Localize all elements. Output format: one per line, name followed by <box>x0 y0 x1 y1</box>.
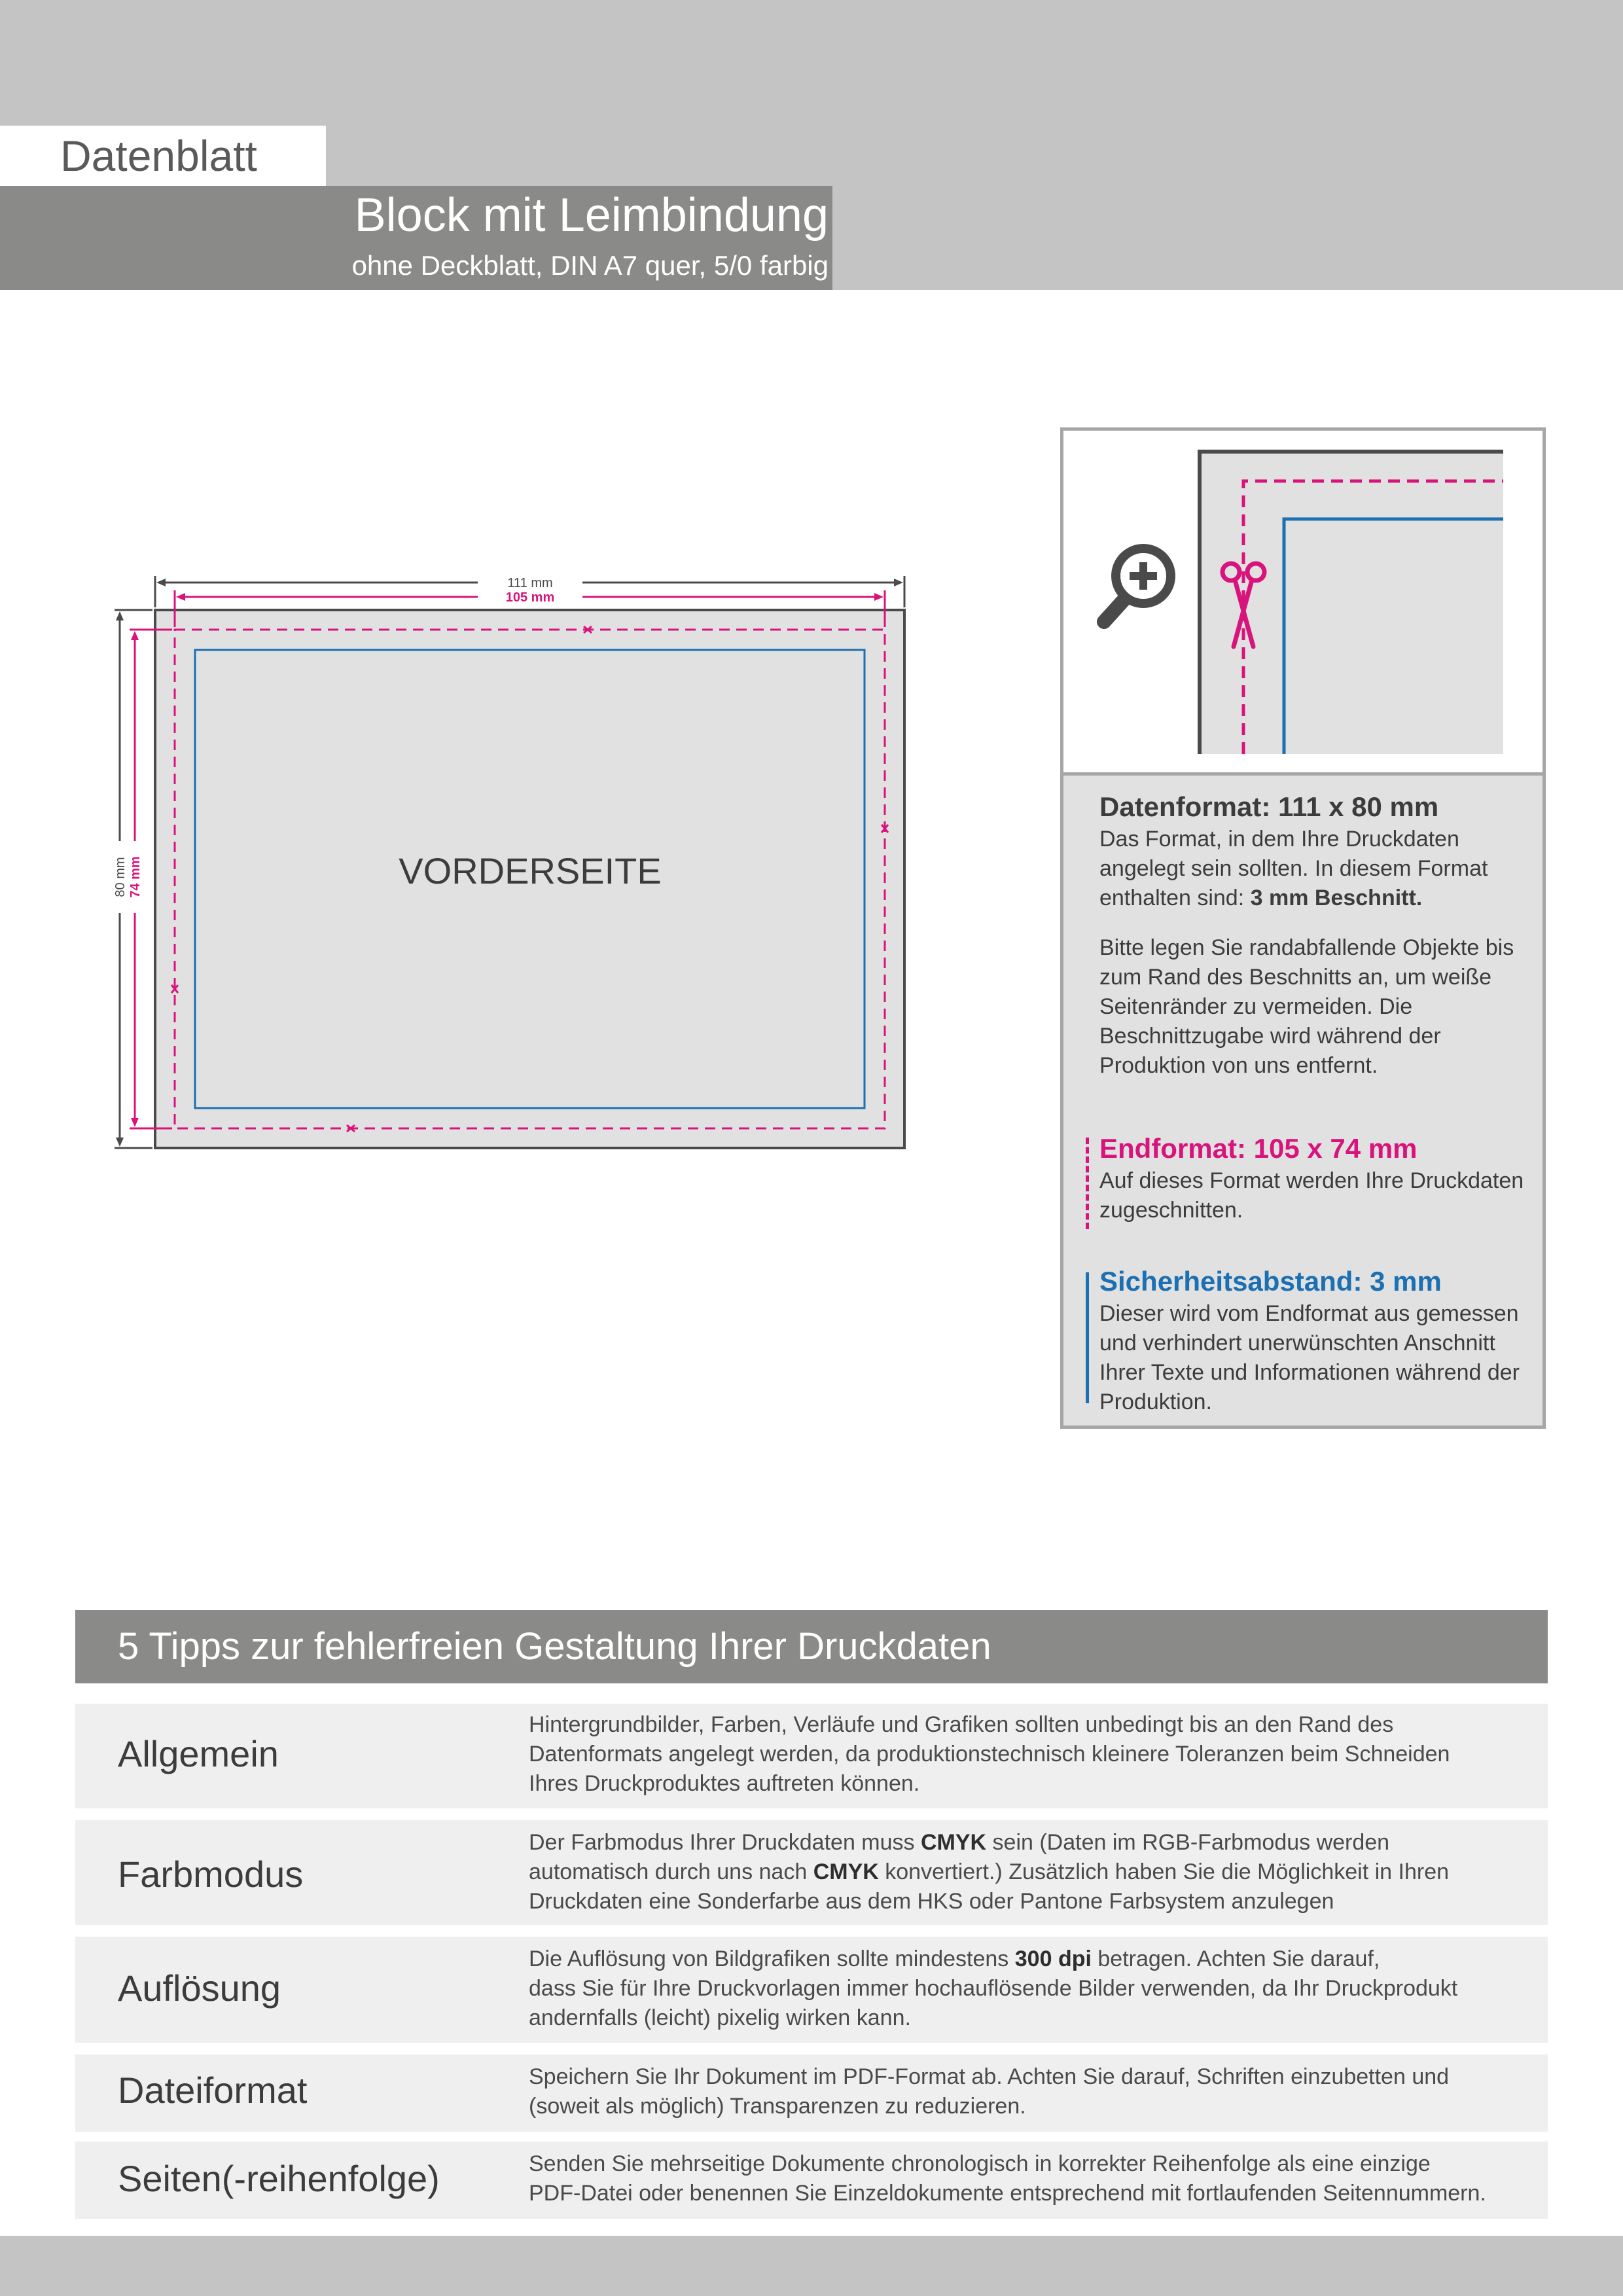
tips-header <box>75 1610 1548 1683</box>
safety-block <box>1099 1264 1531 1417</box>
page-title: Block mit Leimbindung <box>354 189 829 242</box>
footer-band <box>0 2236 1623 2296</box>
page-subtitle: ohne Deckblatt, DIN A7 quer, 5/0 farbig <box>351 250 829 281</box>
tip-label: Seiten(-reihenfolge) <box>118 2158 440 2199</box>
tip-row-aufloesung <box>75 1937 1548 2043</box>
safety-marker <box>1086 1272 1089 1403</box>
svg-text:105 mm: 105 mm <box>505 590 555 605</box>
magnifier-plus-icon <box>1104 548 1171 622</box>
tip-label: Allgemein <box>118 1733 279 1774</box>
tip-row-allgemein <box>75 1704 1548 1808</box>
tip-text: Die Auflösung von Bildgrafiken sollte mindestens 300 dpi betragen. Achten Sie darauf, dass Sie für Ihre Druckvorlagen immer hochauflösende Bilder verwenden, da Ihr Druckprodukt andernfalls (leicht) pixelig wirken kann. <box>529 1946 1458 2030</box>
endformat-text: Auf dieses Format werden Ihre Druckdaten zugeschnitten. <box>1099 1168 1524 1223</box>
endformat-block <box>1099 1131 1531 1225</box>
tip-label: Auflösung <box>118 1967 281 2009</box>
datenformat-heading: Datenformat: 111 x 80 mm <box>1099 791 1439 822</box>
endformat-heading: Endformat: 105 x 74 mm <box>1099 1133 1418 1164</box>
front-side-label: VORDERSEITE <box>399 850 662 891</box>
tips-title: 5 Tipps zur fehlerfreien Gestaltung Ihrer Druckdaten <box>118 1625 991 1668</box>
tip-label: Dateiformat <box>118 2070 308 2111</box>
zoom-detail-graphic <box>1063 431 1543 769</box>
tip-text: Hintergrundbilder, Farben, Verläufe und Grafiken sollten unbedingt bis an den Rand des Datenformats angelegt werden, da produktionstechnisch kleinere Toleranzen beim Schneiden Ihres Druckproduktes auftreten können. <box>529 1712 1450 1796</box>
tip-label: Farbmodus <box>118 1854 304 1895</box>
safety-text: Dieser wird vom Endformat aus gemessen und verhindert unerwünschten Anschnitt Ihrer Texte und Informationen während der Produktion. <box>1099 1301 1520 1414</box>
trim-marker <box>1086 1138 1089 1229</box>
tip-row-farbmodus <box>75 1820 1548 1925</box>
tip-text: Der Farbmodus Ihrer Druckdaten muss CMYK sein (Daten im RGB-Farbmodus werden automatisch durch uns nach CMYK konvertiert.) Zusätzlich haben Sie die Möglichkeit in Ihren Druckdaten eine Sonderfarbe aus dem HKS oder Pantone Farbsystem anzulegen <box>529 1830 1450 1914</box>
zoom-detail-box <box>1063 431 1543 776</box>
tip-text: Senden Sie mehrseitige Dokumente chronologisch in korrekter Reihenfolge als eine einzige PDF-Datei oder benennen Sie Einzeldokumente entsprechend mit fortlaufenden Seitennummern. <box>529 2151 1486 2206</box>
tip-row-dateiformat <box>75 2054 1548 2132</box>
svg-text:74 mm: 74 mm <box>128 856 143 898</box>
bleed-hint-text: Bitte legen Sie randabfallende Objekte bis zum Rand des Beschnitts an, um weiße Seitenränder zu vermeiden. Die Beschnittzugabe wird während der Produktion von uns entfernt. <box>1099 935 1514 1078</box>
datenformat-block <box>1099 789 1531 913</box>
svg-text:80 mm: 80 mm <box>113 857 128 897</box>
safety-heading: Sicherheitsabstand: 3 mm <box>1099 1266 1442 1297</box>
datenformat-text: Das Format, in dem Ihre Druckdaten angelegt sein sollten. In diesem Format enthalten sind: 3 mm Beschnitt. <box>1099 827 1488 910</box>
svg-text:111 mm: 111 mm <box>507 576 553 590</box>
datasheet-tag: Datenblatt <box>60 132 257 180</box>
format-diagram <box>98 550 916 1172</box>
tip-row-seiten <box>75 2142 1548 2219</box>
tip-text: Speichern Sie Ihr Dokument im PDF-Format ab. Achten Sie darauf, Schriften einzubetten und (soweit als möglich) Transparenzen zu reduzieren. <box>529 2064 1450 2119</box>
